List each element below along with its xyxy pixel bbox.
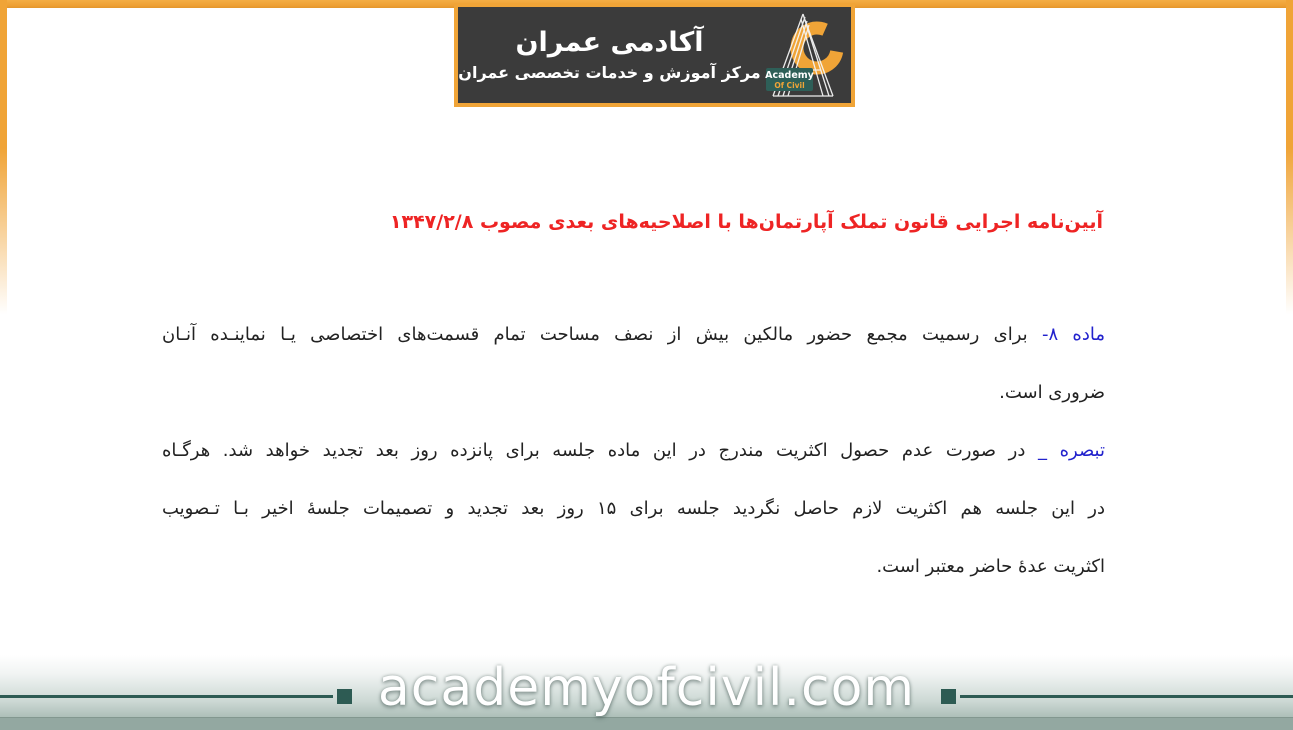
- article-line-5: [162, 538, 1105, 596]
- footer-band: [0, 655, 1293, 730]
- article-line-5-text: اکثریت عدهٔ حاضر معتبر است.: [876, 556, 1105, 577]
- header-banner: [454, 3, 855, 107]
- footer-left-square-icon: [337, 689, 352, 704]
- brand-text-block: [458, 29, 763, 81]
- logo-badge-line2: Of Civil: [774, 81, 805, 90]
- logo-badge-line1: Academy: [765, 70, 814, 81]
- brand-title: آکادمی عمران: [515, 27, 704, 58]
- brand-subtitle: مرکز آموزش و خدمات تخصصی عمران: [458, 63, 761, 82]
- right-accent-border: [1286, 0, 1293, 370]
- footer-row: [0, 655, 1293, 730]
- article-line-3: [162, 422, 1105, 480]
- article-line-2-text: ضروری است.: [999, 382, 1105, 403]
- left-accent-border: [0, 0, 7, 370]
- article-lead-made8: ماده ۸-: [1041, 324, 1106, 345]
- article-line-1-text: برای رسمیت مجمع حضور مالکین بیش از نصف مساحت تمام قسمت‌های اختصاصی یـا نماینـده آنـان: [162, 324, 1042, 345]
- footer-right-square-icon: [941, 689, 956, 704]
- article-line-2: [162, 364, 1105, 422]
- document-title: آیین‌نامه اجرایی قانون تملک آپارتمان‌ها با اصلاحیه‌های بعدی مصوب ۱۳۴۷/۲/۸: [389, 211, 1103, 233]
- article-line-3-text: در صورت عدم حصول اکثریت مندرج در این ماده جلسه برای پانزده روز بعد تجدید خواهد شد. هرگـاه: [162, 440, 1038, 461]
- article-line-4: [162, 480, 1105, 538]
- footer-left-rule: [0, 695, 333, 698]
- article-line-1: [162, 306, 1105, 364]
- article-line-4-text: در این جلسه هم اکثریت لازم حاصل نگردید جلسه برای ۱۵ روز بعد تجدید و تصمیمات جلسهٔ اخیر بـا تـصویب: [162, 498, 1105, 519]
- website-url: academyofcivil.com: [377, 657, 916, 718]
- academy-of-civil-logo-icon: [765, 8, 851, 102]
- article-text: [162, 306, 1105, 596]
- article-lead-tabsareh: تبصره _: [1037, 440, 1106, 461]
- footer-right-rule: [960, 695, 1293, 698]
